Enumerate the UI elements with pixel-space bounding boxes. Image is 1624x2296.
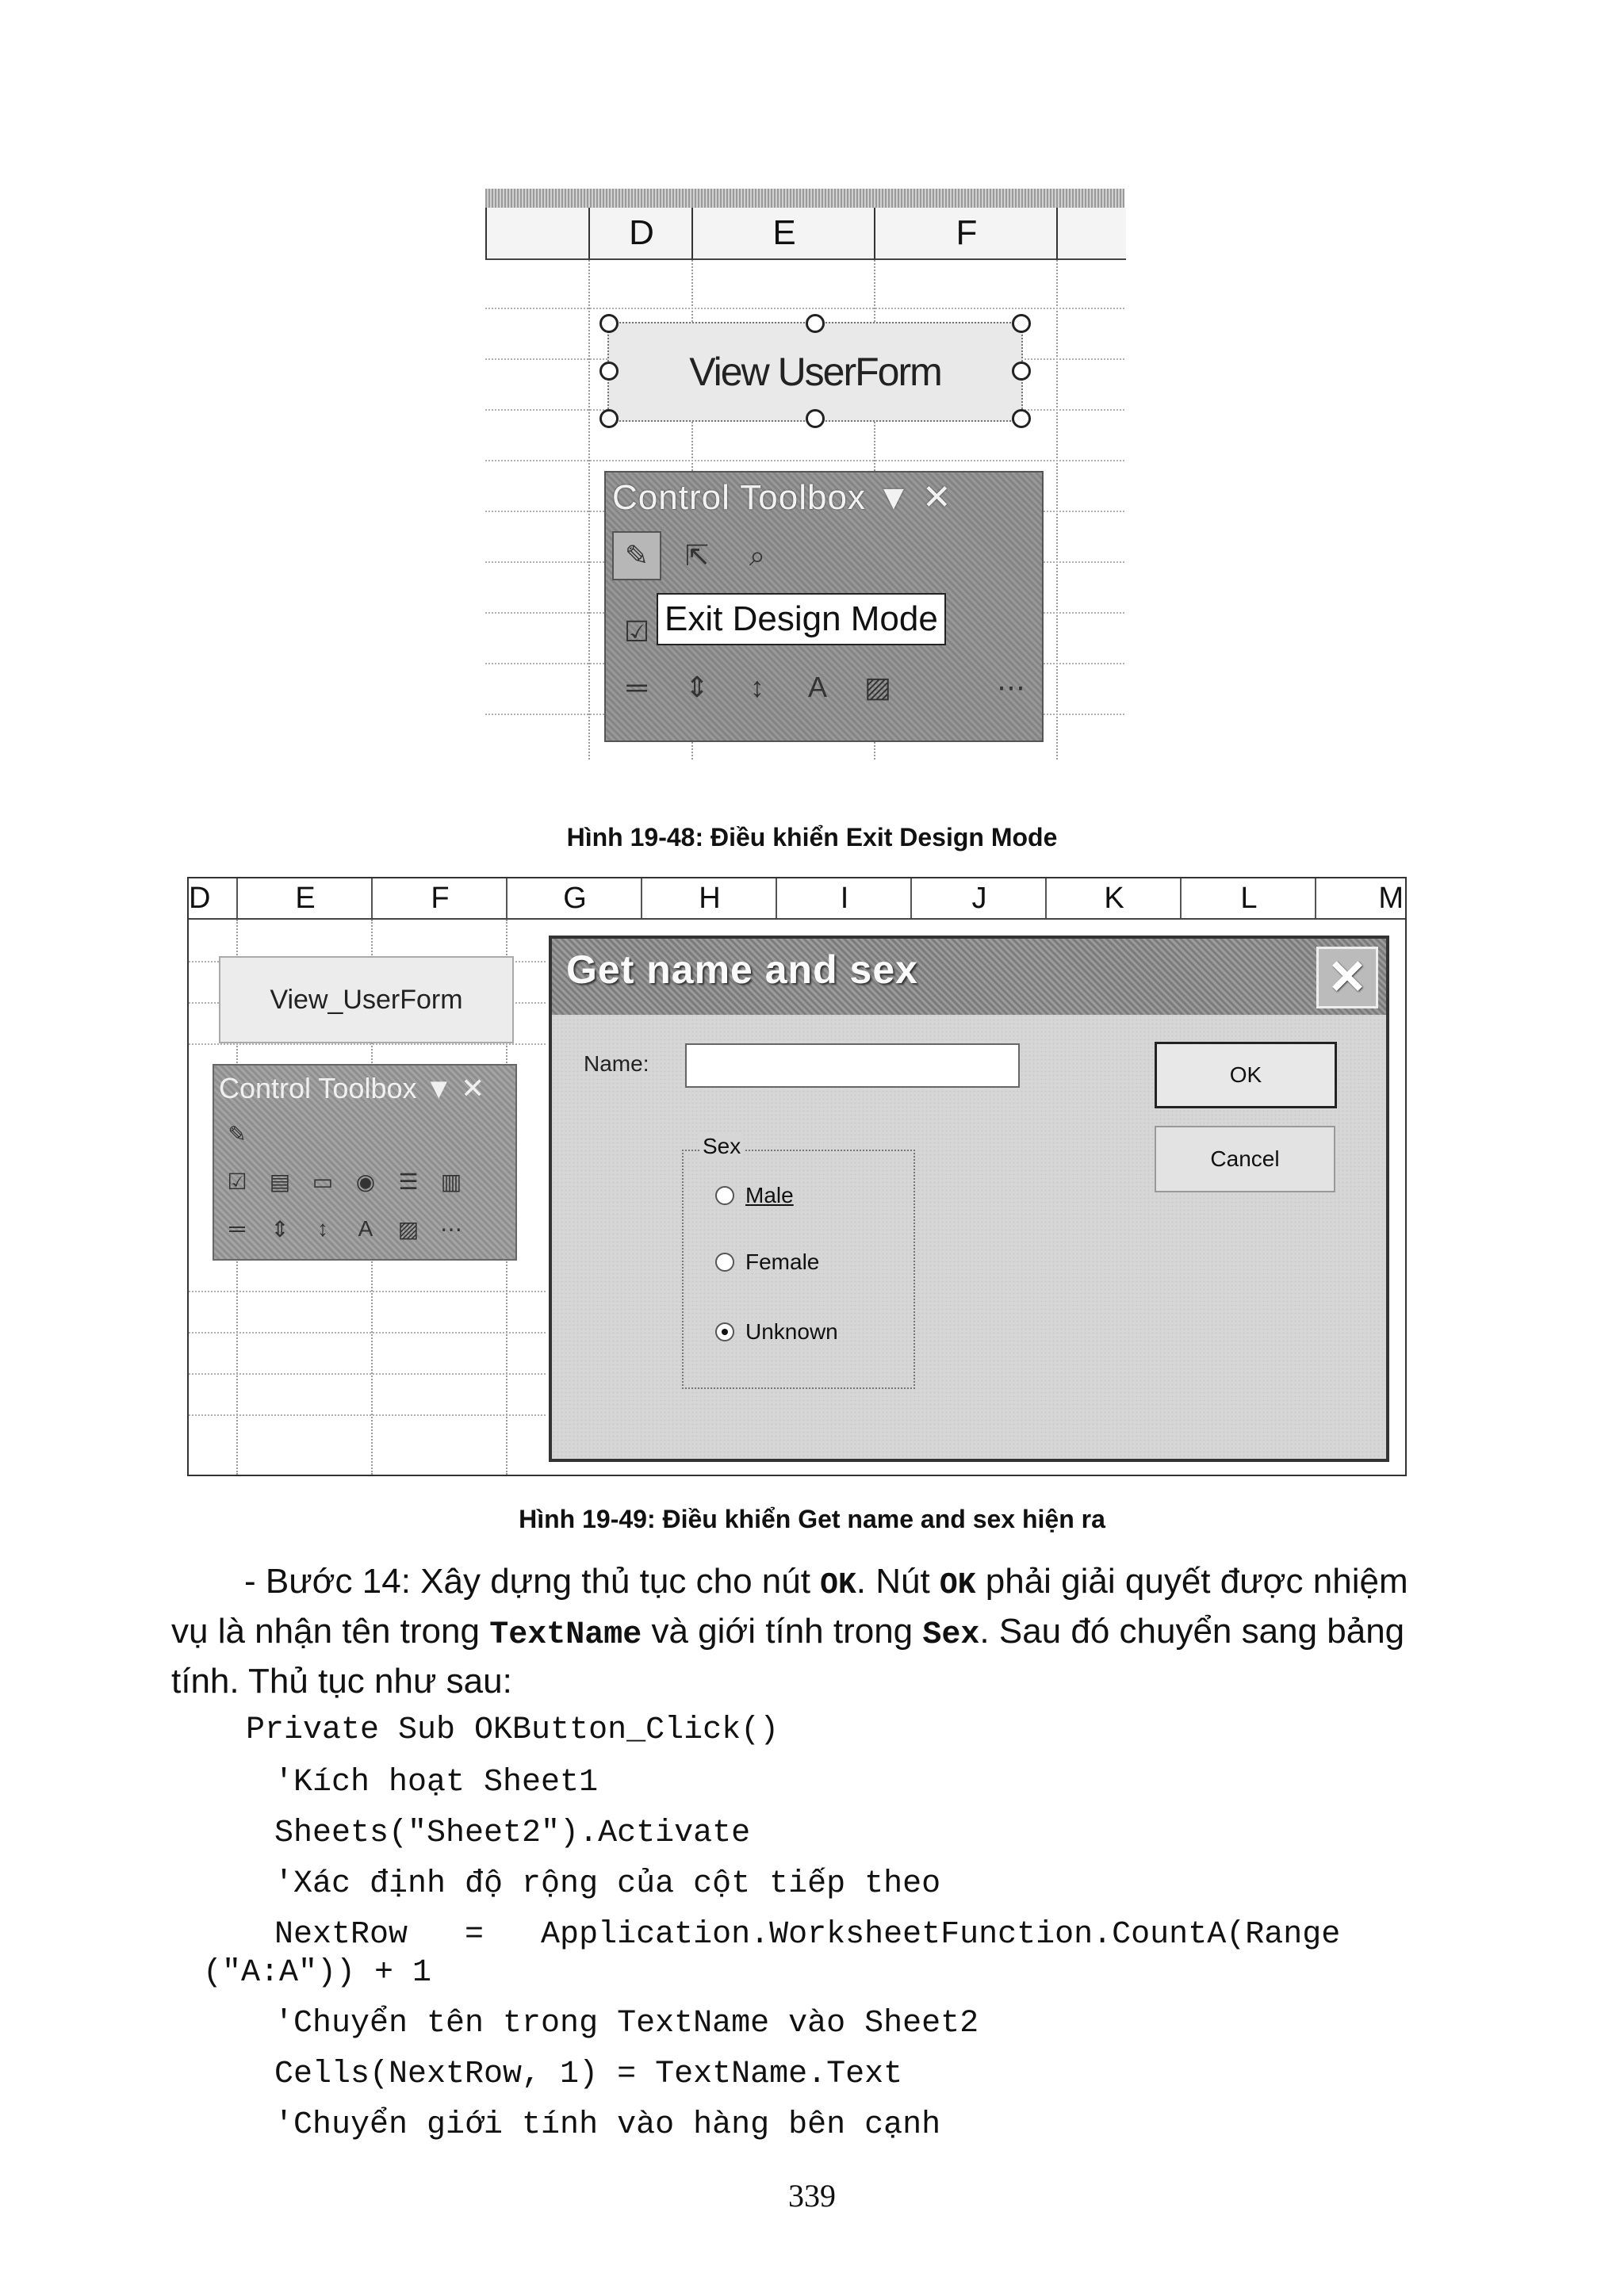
text-run: . Sau đó chuyển sang bảng tính. Thủ tục như sau: <box>171 1612 1405 1701</box>
column-header-f[interactable]: F <box>874 208 1058 260</box>
code-line: 'Chuyển giới tính vào hàng bên cạnh <box>274 2107 941 2143</box>
code-line: NextRow = Application.WorksheetFunction.CountA(Range <box>274 1917 1341 1953</box>
grid-line <box>189 1332 546 1334</box>
exit-design-mode-tooltip: Exit Design Mode <box>657 593 946 645</box>
column-header-blank <box>485 208 590 260</box>
ok-button[interactable]: OK <box>1155 1042 1337 1108</box>
radio-male-label: Male <box>745 1183 794 1207</box>
radio-button-selected-icon[interactable] <box>715 1322 734 1341</box>
code-sex: Sex <box>922 1617 980 1653</box>
more-controls-icon[interactable]: ⋯ <box>997 671 1025 703</box>
code-line: Cells(NextRow, 1) = TextName.Text <box>274 2057 903 2092</box>
column-header-j[interactable]: J <box>910 878 1047 918</box>
option-button-icon[interactable]: ◉ <box>355 1169 376 1194</box>
scrollbar-icon[interactable]: ═ <box>229 1216 245 1241</box>
dialog-title: Get name and sex <box>566 947 918 992</box>
code-line: 'Xác định độ rộng của cột tiếp theo <box>274 1866 941 1902</box>
column-header-h[interactable]: H <box>641 878 777 918</box>
grid-line <box>485 308 1124 309</box>
text-run: phải giải quyết được nhiệm vụ là nhận tên trong <box>171 1562 1408 1651</box>
code-line: Sheets("Sheet2").Activate <box>274 1816 751 1851</box>
radio-female[interactable] <box>715 1249 819 1275</box>
column-header-m[interactable]: M <box>1315 878 1404 918</box>
text-run: - Bước 14: Xây dựng thủ tục cho nút <box>244 1562 821 1601</box>
radio-unknown-label: Unknown <box>745 1319 838 1344</box>
toolbox-row-3 <box>219 1207 511 1251</box>
grid-line <box>588 260 590 760</box>
code-line: ("A:A")) + 1 <box>203 1955 432 1991</box>
sex-frame <box>682 1134 915 1389</box>
column-header-l[interactable]: L <box>1180 878 1316 918</box>
design-mode-icon[interactable]: ✎ <box>228 1121 247 1146</box>
scrollbar-icon[interactable]: ═ <box>626 671 647 703</box>
grid-line <box>1056 260 1058 760</box>
resize-handle[interactable] <box>806 314 825 333</box>
code-line: 'Chuyển tên trong TextName vào Sheet2 <box>274 2006 979 2042</box>
spinbutton-icon[interactable]: ⇕ <box>684 671 710 703</box>
figure-get-name-and-sex <box>187 877 1407 1476</box>
toolbox-row-1 <box>612 528 1036 584</box>
radio-unknown[interactable] <box>715 1319 838 1345</box>
column-header-i[interactable]: I <box>776 878 912 918</box>
toolbox-row-1 <box>219 1112 511 1156</box>
label-icon[interactable]: A <box>807 671 827 703</box>
step-14-paragraph <box>171 1559 1432 1705</box>
resize-handle[interactable] <box>806 409 825 428</box>
code-line: 'Kích hoạt Sheet1 <box>274 1765 599 1800</box>
view-userform-button[interactable]: View_UserForm <box>219 956 514 1043</box>
toolbox-title[interactable]: Control Toolbox ▼ ✕ <box>612 478 952 517</box>
grid-line <box>485 460 1124 461</box>
column-header-f[interactable]: F <box>371 878 508 918</box>
toolbox-title[interactable]: Control Toolbox ▼ ✕ <box>219 1072 485 1104</box>
control-toolbox[interactable] <box>604 471 1044 742</box>
resize-handle[interactable] <box>599 314 619 333</box>
checkbox-icon[interactable]: ☑ <box>623 615 650 648</box>
radio-button-icon[interactable] <box>715 1186 734 1205</box>
code-line: Private Sub OKButton_Click() <box>246 1712 779 1748</box>
spinbutton-icon[interactable]: ⇕ <box>270 1216 289 1242</box>
name-input[interactable] <box>685 1043 1020 1088</box>
figure-caption-19-48: Hình 19-48: Điều khiển Exit Design Mode <box>566 823 1058 851</box>
column-header-d[interactable]: D <box>588 208 693 260</box>
text-run: . Nút <box>856 1562 940 1601</box>
column-header-d[interactable]: D <box>189 882 211 915</box>
textbox-icon[interactable]: ▤ <box>269 1169 291 1194</box>
column-header-e[interactable]: E <box>236 878 373 918</box>
cancel-button[interactable]: Cancel <box>1155 1126 1335 1192</box>
image-icon[interactable]: ▨ <box>864 671 891 703</box>
resize-handle[interactable] <box>1012 409 1031 428</box>
combobox-icon[interactable]: ▥ <box>440 1169 462 1194</box>
view-userform-button[interactable]: View UserForm <box>607 322 1023 422</box>
code-ok: OK <box>939 1568 976 1602</box>
resize-handle[interactable] <box>1012 362 1031 381</box>
figure-caption-19-49: Hình 19-49: Điều khiển Get name and sex hiện ra <box>519 1505 1105 1533</box>
spinner-icon[interactable]: ↕ <box>317 1216 328 1241</box>
code-textname: TextName <box>489 1617 642 1653</box>
figure-exit-design-mode <box>485 189 1124 760</box>
resize-handle[interactable] <box>1012 314 1031 333</box>
command-button-icon[interactable]: ▭ <box>312 1169 334 1194</box>
grid-line <box>189 1373 546 1375</box>
checkbox-icon[interactable]: ☑ <box>227 1169 247 1194</box>
column-header-k[interactable]: K <box>1045 878 1182 918</box>
scrollbar-strip <box>485 189 1124 208</box>
design-mode-icon[interactable]: ✎ <box>612 531 661 580</box>
toolbox-row-3 <box>612 660 1036 715</box>
grid-line <box>189 1414 546 1416</box>
userform-dialog <box>549 936 1389 1462</box>
name-label: Name: <box>584 1051 649 1076</box>
radio-male[interactable] <box>715 1183 794 1208</box>
column-header-e[interactable]: E <box>691 208 875 260</box>
column-header-g[interactable]: G <box>506 878 642 918</box>
listbox-icon[interactable]: ☰ <box>398 1169 419 1194</box>
grid-line <box>189 1291 546 1292</box>
text-run: và giới tính trong <box>642 1612 923 1651</box>
toolbox-row-2 <box>219 1159 511 1203</box>
more-controls-icon[interactable]: ⋯ <box>440 1216 462 1242</box>
close-icon[interactable]: ✕ <box>1316 947 1378 1008</box>
view-code-icon[interactable]: ⌕ <box>749 538 766 572</box>
label-icon[interactable]: A <box>358 1216 373 1241</box>
resize-handle[interactable] <box>599 362 619 381</box>
spinner-icon[interactable]: ↕ <box>750 671 764 703</box>
image-icon[interactable]: ▨ <box>397 1216 419 1242</box>
dialog-title-bar <box>552 939 1386 1015</box>
properties-icon[interactable]: ⇱ <box>684 539 710 572</box>
page-number: 339 <box>788 2178 836 2214</box>
radio-button-icon[interactable] <box>715 1253 734 1272</box>
column-header-g <box>1056 208 1126 260</box>
sex-frame-label: Sex <box>699 1134 744 1159</box>
grid-line <box>189 1043 546 1045</box>
control-toolbox[interactable] <box>213 1064 517 1261</box>
resize-handle[interactable] <box>599 409 619 428</box>
radio-female-label: Female <box>745 1249 820 1274</box>
code-ok: OK <box>820 1568 856 1602</box>
